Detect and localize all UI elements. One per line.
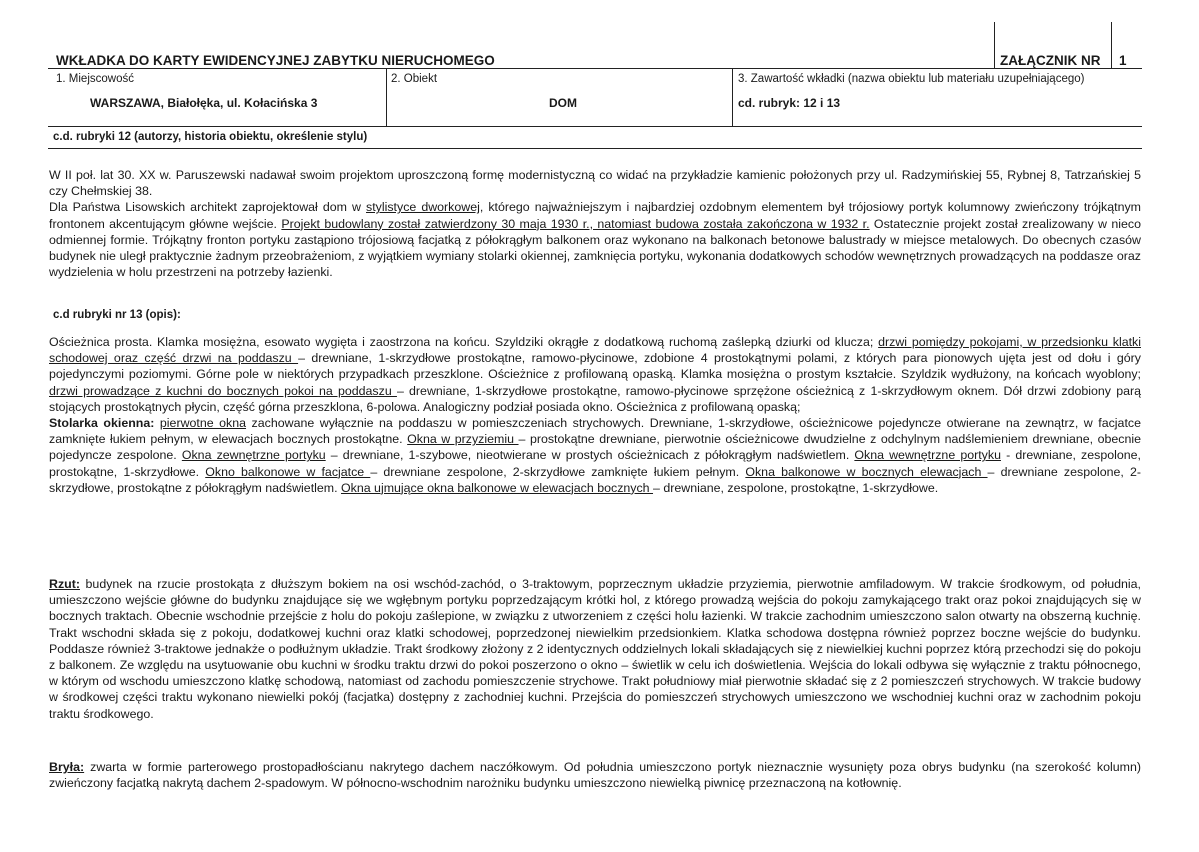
windows-paragraph	[49, 415, 1141, 496]
text-run: budynek na rzucie prostokąta z dłuższym bokiem na osi wschód-zachód, o 3-traktowym, poprzecznym układzie przyziemia, pierwotnie amfiladowym. W trakcie środkowym, od południa, umieszczono wejście główne do budynku znajdujące się we wgłębnym portyku poprzedzającym krótki hol, z którego prowadzą wejścia do pokoju zamykającego trakt oraz pokoi znajdujących się w bocznych traktach. Obecnie wschodnie przejście z holu do pokoju zaślepione, w związku z utworzeniem z części holu łazienki. W trakcie zachodnim umieszczono salon otwarty na obszerną kuchnię. Trakt wschodni składa się z pokoju, dodatkowej kuchni oraz klatki schodowej, poprzedzonej niewielkim przedsionkiem. Klatka schodowa dostępna również poprzez boczne wejście do budynku. Poddasze również 3-traktowe jednakże o podłużnym układzie. Trakt środkowy złożony z 2 identycznych oddzielnych lokali składających się z niewielkiej kuchni poprzez którą przechodzi się do pokoju z balkonem. Ze względu na usytuowanie obu kuchni w środku traktu drzwi do pokoi poszerzono o okno – świetlik w celu ich doświetlenia. Wejścia do lokali odbywa się wyłącznie z traktu północnego, w którym od wschodu umieszczono klatkę schodową, natomiast od zachodu pomieszczenie strychowe. Trakt południowy miał pierwotnie składać się z 2 pomieszczeń strychowych. W trakcie budowy w środkowej części traktu wykonano niewielki pokój (facjatka) dostępny z zachodniej kuchni. Przejścia do pomieszczeń strychowych umieszczono we wschodniej kuchni oraz w zachodnim pokoju traktu środkowego.	[49, 577, 1141, 721]
underlined-run: drzwi prowadzące z kuchni do bocznych pokoi na poddaszu	[49, 383, 397, 398]
text-run: , którego najważniejszym i najbardziej ozdobnym elementem był trójosiowy portyk kolumnowy zwieńczony trójkątnym frontonem akcentującym główne wejście.	[49, 200, 1141, 231]
underlined-run: Projekt budowlany został zatwierdzony 30 maja 1930 r., natomiast budowa została zakończona w 1932 r.	[281, 216, 870, 231]
text-run: – drewniane, 1-skrzydłowe prostokątne, ramowo-płycinowe sprzężone ościeżnicą z 1-skrzydłowym oknem. Dół drzwi zdobiony parą stojących prostokątnych płycin, część górna przeszklona, 6-polowa. Analogiczny podział posiada okno. Ościeżnica z profilowaną opaską;	[49, 383, 1141, 414]
field-2-value: DOM	[549, 96, 577, 110]
annex-label: ZAŁĄCZNIK NR	[1000, 53, 1101, 68]
text-run: – prostokątne drewniane, pierwotnie ościeżnicowe dwudzielne z odchylnym nadślemieniem drewniane, obecnie pojedyncze zespolone.	[49, 432, 1142, 463]
underlined-run: Okna wewnętrzne portyku	[854, 448, 1001, 463]
text-run: – drewniane, 1-skrzydłowe prostokątne, ramowo-płycinowe, zdobione 4 prostokątnymi polami, z których para pionowych ujęta jest od dołu i góry pojedynczymi poziomymi. Górne pole w niektórych przypadkach przeszklone. Ościeżnice z profilowaną opaską. Klamka mosiężna o prostym kształcie. Szyldzik wydłużony, na końcach wyoblony;	[49, 351, 1141, 382]
text-run: zachowane wyłącznie na poddaszu w pomieszczeniach strychowych. Drewniane, 1-skrzydłowe, ościeżnicowe pojedyncze otwierane na zewnątrz, w facjatce zamknięte łukiem pełnym, w elewacjach bocznych prostokątne.	[49, 416, 1141, 447]
plan-text	[49, 576, 1141, 722]
text-run: Dla Państwa Lisowskich architekt zaprojektował dom w	[49, 200, 367, 215]
massing-text	[49, 759, 1141, 791]
windows-label: Stolarka okienna:	[49, 416, 155, 431]
document-title: WKŁADKA DO KARTY EWIDENCYJNEJ ZABYTKU NIERUCHOMEGO	[56, 53, 495, 68]
section-12-heading: c.d. rubryki 12 (autorzy, historia obiektu, określenie stylu)	[53, 131, 368, 143]
underlined-run: Okna ujmujące okna balkonowe w elewacjach bocznych	[341, 480, 654, 495]
fields-bottom-rule	[48, 126, 1142, 127]
annex-box-right-line	[1111, 22, 1112, 68]
field-2-label: 2. Obiekt	[391, 73, 438, 85]
underlined-run: Okna balkonowe w bocznych elewacjach	[745, 464, 988, 479]
section-12-body	[49, 167, 1141, 280]
text-run: – drewniane zespolone, 2-skrzydłowe, prostokątne z półokrągłym nadświetlem.	[49, 464, 1142, 495]
annex-box-left-line	[994, 22, 995, 68]
plan-label: Rzut:	[49, 577, 80, 591]
text-run: – drewniane, zespolone, prostokątne, 1-skrzydłowe.	[653, 480, 939, 495]
field-3-value: cd. rubryk: 12 i 13	[738, 96, 841, 110]
underlined-run: drzwi pomiędzy pokojami, w przedsionku klatki schodowej oraz część drzwi na poddaszu	[49, 335, 1141, 366]
history-paragraph-2	[49, 199, 1141, 280]
text-run: Ościeżnica prosta. Klamka mosiężna, esowato wygięta i zaostrzona na końcu. Szyldziki okrągłe z dodatkową ruchomą zaślepką dziurki od klucza;	[49, 335, 879, 349]
underlined-run: Okno balkonowe w facjatce	[205, 464, 371, 479]
section-13-body	[49, 334, 1141, 496]
header-bottom-rule	[48, 68, 1142, 69]
underlined-run: stylistyce dworkowej	[366, 200, 480, 215]
underlined-run: Okna w przyziemiu	[407, 432, 519, 447]
annex-number: 1	[1119, 53, 1127, 68]
doors-paragraph	[49, 334, 1141, 415]
underlined-run: Okna zewnętrzne portyku	[181, 448, 326, 463]
text-run: – drewniane zespolone, 2-skrzydłowe zamknięte łukiem pełnym.	[370, 464, 746, 479]
field-divider-2	[732, 68, 733, 126]
rzut-paragraph	[49, 576, 1141, 722]
history-paragraph-1: W II poł. lat 30. XX w. Paruszewski nadawał swoim projektom uproszczoną formę modernistyczną co widać na przykładzie kamienic położonych przy ul. Radzymińskiej 55, Rybnej 8, Tatrzańskiej 5 czy Chełmskiej 38.	[49, 168, 1141, 199]
text-run: Ostatecznie projekt został zrealizowany w nieco odmiennej formie. Trójkątny fronton portyku zastąpiono trójosiową facjatką z półokrągłym balkonem oraz wykonano na balkonach betonowe balustrady w miejsce metalowych. Do obecnych czasów budynek nie uległ praktycznie żadnym przeobrażeniom, z wyjątkiem wymiany stolarki okiennej, zamknięcia portyku, wykonania dodatkowych schodów wewnętrznych prowadzących na poddasze oraz wydzielenia w holu przestrzeni na potrzeby łazienki.	[49, 216, 1141, 280]
section-13-heading: c.d rubryki nr 13 (opis):	[53, 309, 181, 321]
underlined-run: pierwotne okna	[159, 416, 247, 431]
bryla-paragraph	[49, 759, 1141, 791]
massing-label: Bryła:	[49, 760, 85, 774]
field-divider-1	[386, 68, 387, 126]
field-3-label: 3. Zawartość wkładki (nazwa obiektu lub materiału uzupełniającego)	[738, 73, 1085, 85]
text-run: – drewniane, 1-szybowe, nieotwierane w prostych ościeżnicach z półokrągłym nadświetlem.	[325, 448, 855, 463]
text-run: zwarta w formie parterowego prostopadłościanu nakrytego dachem naczółkowym. Od południa umieszczono portyk nieznacznie wysunięty poza obrys budynku (na szerokość kolumn) zwieńczony facjatką nakrytą dachem 2-spadowym. W północno-wschodnim narożniku budynku umieszczono niewielką piwnicę przeznaczoną na kotłownię.	[49, 760, 1141, 791]
field-1-label: 1. Miejscowość	[56, 73, 134, 85]
text-run: - drewniane, zespolone, prostokątne, 1-skrzydłowe.	[49, 448, 1141, 479]
section-heading-rule	[48, 148, 1142, 149]
field-1-value: WARSZAWA, Białołęka, ul. Kołacińska 3	[90, 96, 318, 110]
